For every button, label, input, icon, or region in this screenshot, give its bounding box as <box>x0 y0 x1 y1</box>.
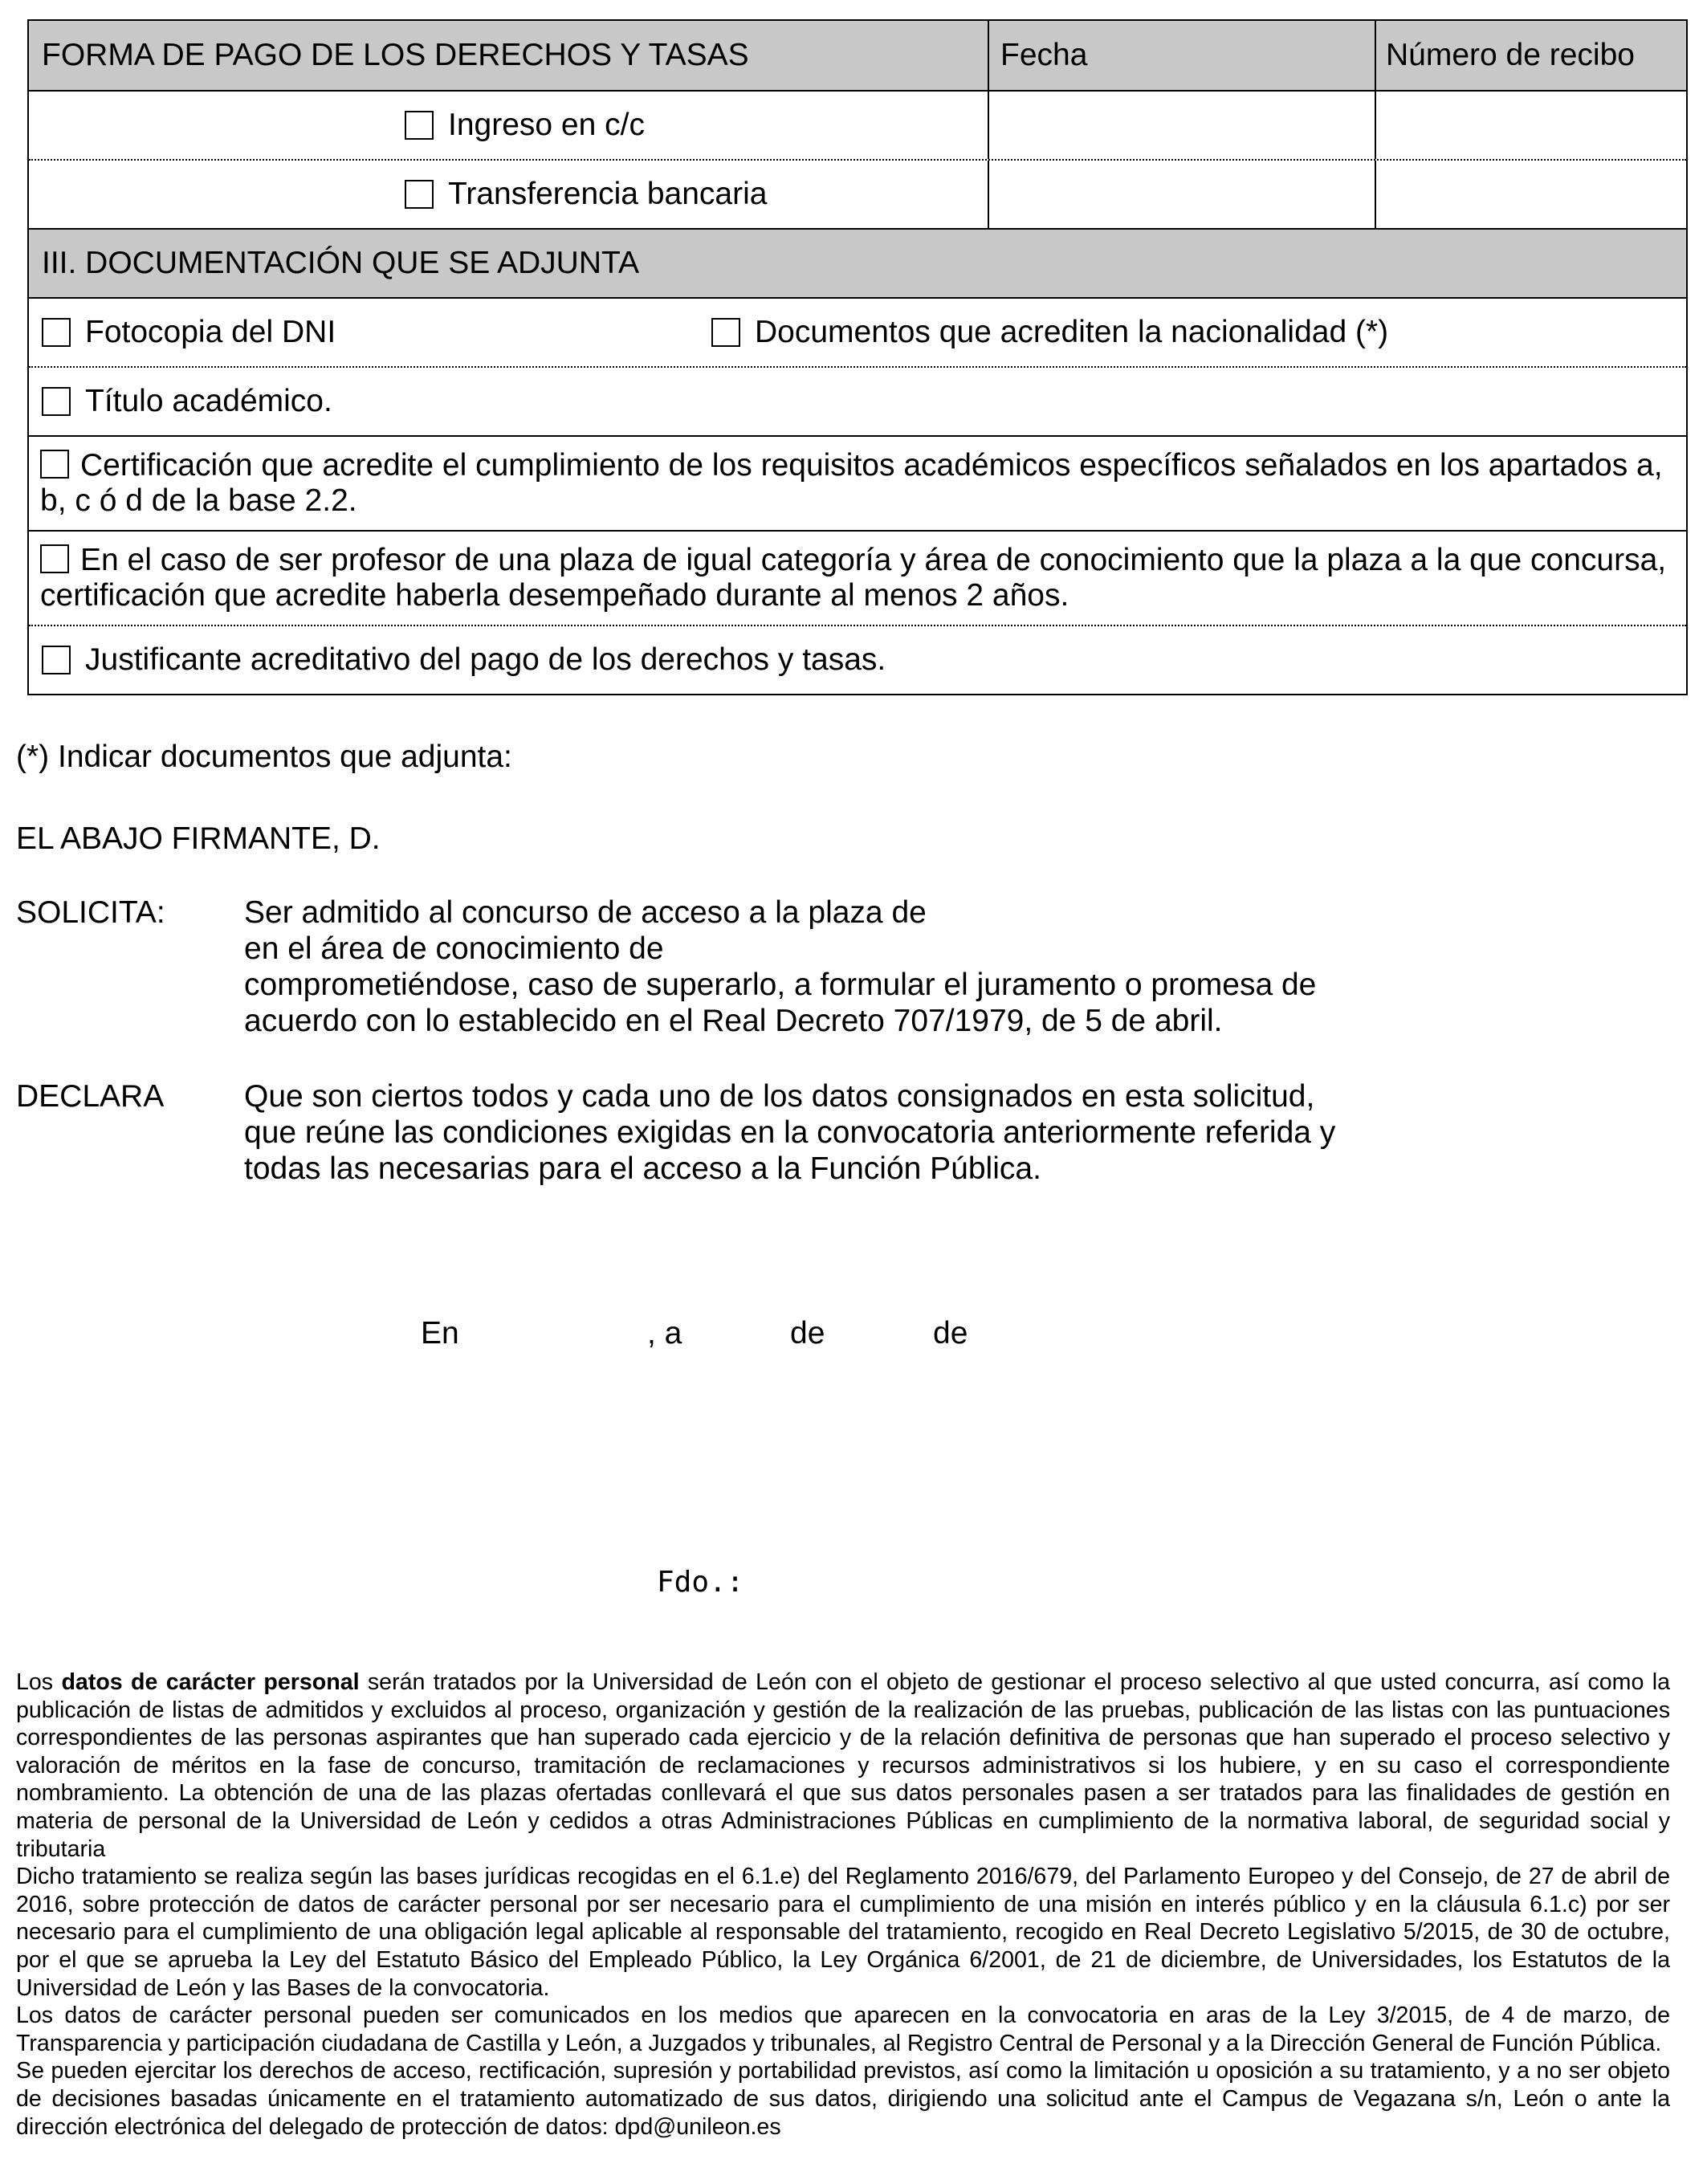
documentation-header-row <box>29 228 1686 297</box>
nationality-label: Documentos que acrediten la nacionalidad (*) <box>755 315 1389 349</box>
privacy-paragraph-4: Se pueden ejercitar los derechos de acceso, rectificación, supresión y portabilidad previstos, así como la limitación u oposición a su tratamiento, y a no ser objeto de decisiones basadas únicamente en el tratamiento automatizado de sus datos, dirigiendo una solicitud ante el Campus de Vegazana s/n, León o ante la dirección electrónica del delegado de protección de datos: dpd@unileon.es <box>16 2058 1670 2140</box>
form-table <box>27 19 1688 695</box>
date-header: Fecha <box>988 21 1375 90</box>
certification-checkbox[interactable] <box>40 450 69 479</box>
dni-checkbox[interactable] <box>42 318 71 347</box>
declara-label: DECLARA <box>16 1079 165 1114</box>
deposit-checkbox[interactable] <box>405 111 434 140</box>
documents-row-4 <box>29 530 1686 625</box>
payment-option-deposit <box>29 92 988 159</box>
professor-label: En el caso de ser profesor de una plaza de igual categoría y área de conocimiento que la plaza a la que concursa, certificación que acredite haberla desempeñado durante al menos 2 años. <box>40 543 1667 613</box>
solicita-line-3: comprometiéndose, caso de superarlo, a formular el juramento o promesa de <box>244 968 1317 1002</box>
date-de-2: de <box>933 1316 968 1351</box>
payment-proof-checkbox[interactable] <box>42 646 71 674</box>
academic-title-label: Título académico. <box>85 384 332 418</box>
dni-option <box>29 299 711 366</box>
documents-row-1 <box>29 297 1686 366</box>
payment-header: FORMA DE PAGO DE LOS DERECHOS Y TASAS <box>42 38 749 72</box>
certification-option <box>29 437 1686 530</box>
transfer-date-field[interactable] <box>988 161 1375 228</box>
academic-title-checkbox[interactable] <box>42 387 71 416</box>
deposit-receipt-field[interactable] <box>1375 92 1686 159</box>
documents-note: (*) Indicar documentos que adjunta: <box>16 740 512 774</box>
date-a: , a <box>647 1316 682 1351</box>
deposit-date-field[interactable] <box>988 92 1375 159</box>
documentation-header: III. DOCUMENTACIÓN QUE SE ADJUNTA <box>42 246 639 280</box>
privacy-paragraph-2: Dicho tratamiento se realiza según las bases jurídicas recogidas en el 6.1.e) del Reglamento 2016/679, del Parlamento Europeo y del Consejo, de 27 de abril de 2016, sobre protección de datos de carácter personal por ser necesario para el cumplimiento de una misión en interés público y en la cláusula 6.1.c) por ser necesario para el cumplimiento de una obligación legal aplicable al responsable del tratamiento, recogido en Real Decreto Legislativo 5/2015, de 30 de octubre, por el que se aprueba la Ley del Estatuto Básico del Empleado Público, la Ley Orgánica 6/2001, de 21 de diciembre, de Universidades, los Estatutos de la Universidad de León y las Bases de la convocatoria. <box>16 1864 1670 2001</box>
certification-label: Certificación que acredite el cumplimiento de los requisitos académicos específicos señalados en los apartados a, b, c ó d de la base 2.2. <box>40 448 1663 518</box>
deposit-label: Ingreso en c/c <box>448 108 645 142</box>
professor-checkbox[interactable] <box>40 544 69 573</box>
solicita-label: SOLICITA: <box>16 895 165 930</box>
privacy-bold: datos de carácter personal <box>61 1669 360 1695</box>
signature-label: Fdo.: <box>657 1566 744 1599</box>
solicita-line-2: en el área de conocimiento de <box>244 931 664 966</box>
privacy-paragraph-3: Los datos de carácter personal pueden ser comunicados en los medios que aparecen en la convocatoria en aras de la Ley 3/2015, de 4 de marzo, de Transparencia y participación ciudadana de Castilla y León, a Juzgados y tribunales, al Registro Central de Personal y a la Dirección General de Función Pública. <box>16 2003 1670 2056</box>
transfer-checkbox[interactable] <box>405 180 434 209</box>
nationality-checkbox[interactable] <box>711 318 740 347</box>
transfer-receipt-field[interactable] <box>1375 161 1686 228</box>
payment-header-row <box>29 21 1686 90</box>
declara-line-1: Que son ciertos todos y cada uno de los datos consignados en esta solicitud, <box>244 1079 1315 1114</box>
documents-row-5 <box>29 625 1686 694</box>
declara-line-3: todas las necesarias para el acceso a la Función Pública. <box>244 1151 1041 1186</box>
solicita-line-1: Ser admitido al concurso de acceso a la plaza de <box>244 895 927 930</box>
privacy-notice <box>16 1669 1670 2141</box>
receipt-header: Número de recibo <box>1375 21 1686 90</box>
payment-option-transfer <box>29 161 988 228</box>
transfer-label: Transferencia bancaria <box>448 177 768 211</box>
payment-option-row <box>29 90 1686 159</box>
payment-proof-option <box>29 626 886 694</box>
declara-line-2: que reúne las condiciones exigidas en la convocatoria anteriormente referida y <box>244 1115 1336 1150</box>
signer-line: EL ABAJO FIRMANTE, D. <box>16 821 381 856</box>
payment-option-row <box>29 159 1686 228</box>
date-de-1: de <box>790 1316 825 1351</box>
solicita-line-4: acuerdo con lo establecido en el Real Decreto 707/1979, de 5 de abril. <box>244 1004 1223 1038</box>
dni-label: Fotocopia del DNI <box>85 315 336 349</box>
payment-proof-label: Justificante acreditativo del pago de los derechos y tasas. <box>85 642 886 677</box>
nationality-option <box>711 299 1388 366</box>
place-en: En <box>421 1316 459 1351</box>
academic-title-option <box>29 368 332 435</box>
professor-option <box>29 532 1686 625</box>
privacy-p1-rest: serán tratados por la Universidad de León con el objeto de gestionar el proceso selectivo al que usted concurra, así como la publicación de listas de admitidos y excluidos al proceso, organización y gestión de la realización de las pruebas, publicación de las listas con las puntuaciones correspondientes de las personas aspirantes que han superado cada ejercicio y de la relación definitiva de personas que han superado el proceso selectivo y valoración de méritos en la fase de concurso, tramitación de reclamaciones y recursos administrativos si los hubiere, y en su caso el correspondiente nombramiento. La obtención de una de las plazas ofertadas conllevará el que sus datos personales pasen a ser tratados para las finalidades de gestión en materia de personal de la Universidad de León y cedidos a otras Administraciones Públicas en cumplimiento de la normativa laboral, de seguridad social y tributaria <box>16 1669 1670 1862</box>
privacy-paragraph-1 <box>16 1669 1670 1863</box>
privacy-intro: Los <box>16 1669 54 1695</box>
documents-row-3 <box>29 435 1686 530</box>
documents-row-2 <box>29 366 1686 435</box>
